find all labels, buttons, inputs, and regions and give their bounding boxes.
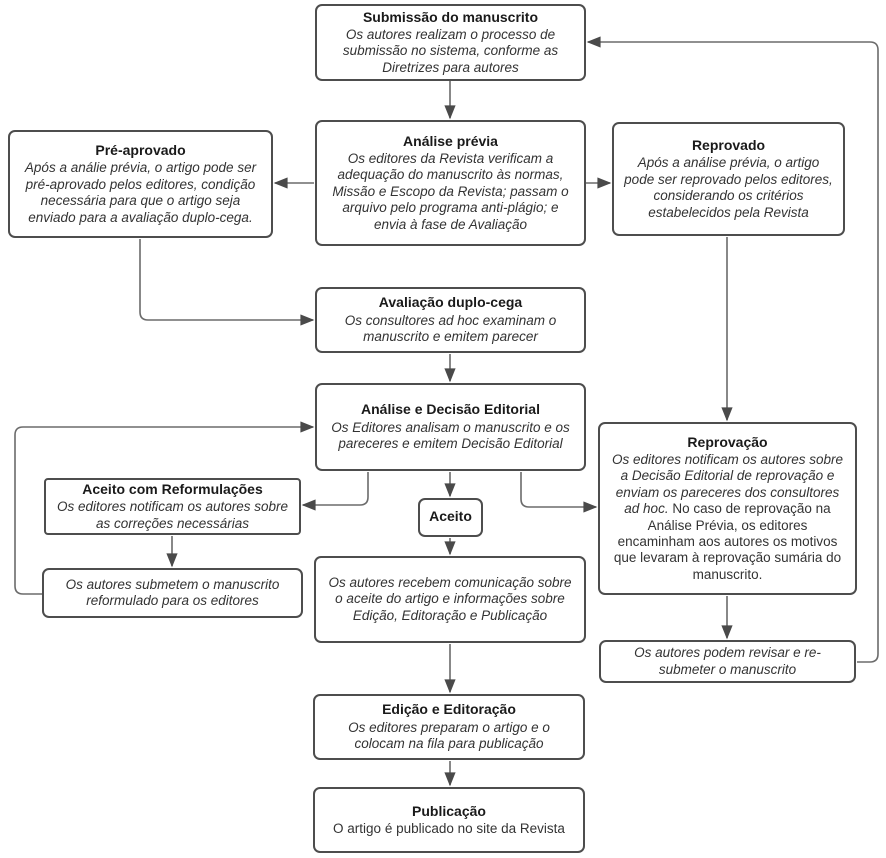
node-analise-previa: [315, 120, 586, 246]
node-recebem-comunicacao: [314, 556, 586, 643]
node-avaliacao-duplo-cega: [315, 287, 586, 353]
node-submetem-reformulado: [42, 568, 303, 618]
node-reprovacao: [598, 422, 857, 595]
node-title: Reprovação: [687, 433, 768, 450]
node-title: Análise prévia: [403, 132, 498, 149]
node-analise-e-decisao-editorial: [315, 383, 586, 471]
node-body: Após a análise prévia, o artigo pode ser reprovado pelos editores, considerando os critérios estabelecidos pela Revista: [624, 155, 833, 220]
node-body: Após a análie prévia, o artigo pode ser pré-aprovado pelos editores, condição necessária para que o artigo seja enviado para a avaliação duplo-cega.: [24, 160, 257, 225]
node-submissao-do-manuscrito: [315, 4, 586, 81]
node-body-regular-part: No caso de reprovação na Análise Prévia, os editores encaminham aos autores os motivos que levaram à reprovação sumária do manuscrito.: [613, 501, 842, 582]
node-body: Os autores podem revisar e re-submeter o manuscrito: [634, 645, 821, 677]
node-body: Os autores recebem comunicação sobre o aceite do artigo e informações sobre Edição, Editoração e Publicação: [328, 574, 572, 623]
node-body: Os consultores ad hoc examinam o manuscrito e emitem parecer: [344, 312, 557, 345]
node-body: [610, 452, 845, 584]
node-title: Edição e Editoração: [382, 701, 516, 718]
node-body: Os editores da Revista verificam a adequação do manuscrito às normas, Missão e Escopo da Revista; passam o arquivo pelo programa anti-plágio; e envia à fase de Avaliação: [332, 150, 569, 232]
node-edicao-e-editoracao: [313, 694, 585, 760]
node-body-italic-part: Os editores notificam os autores sobre a Decisão Editorial de reprovação e enviam os pareceres dos consultores ad hoc.: [611, 451, 844, 517]
node-title: Análise e Decisão Editorial: [361, 401, 540, 418]
node-title: Aceito: [429, 508, 472, 525]
node-body: Os autores realizam o processo de submissão no sistema, conforme as Diretrizes para autores: [342, 26, 559, 75]
node-title: Submissão do manuscrito: [362, 8, 539, 25]
node-title: Aceito com Reformulações: [82, 481, 263, 497]
node-body: Os autores submetem o manuscrito reformulado para os editores: [65, 576, 280, 608]
node-publicacao: [313, 787, 585, 853]
node-reprovado: [612, 122, 845, 236]
node-body: O artigo é publicado no site da Revista: [333, 820, 565, 836]
arrow-preaprovado-to-avaliacao: [140, 239, 313, 320]
node-pre-aprovado: [8, 130, 273, 238]
node-revisar-e-resubmeter: [599, 640, 856, 683]
arrow-decisao-to-reprovacao: [521, 472, 596, 507]
node-title: Publicação: [412, 802, 486, 819]
node-title: Pré-aprovado: [95, 142, 186, 159]
node-aceito: [418, 498, 483, 537]
arrow-decisao-to-reformulacoes: [303, 472, 368, 505]
node-title: Avaliação duplo-cega: [378, 294, 523, 311]
node-body: Os Editores analisam o manuscrito e os pareceres e emitem Decisão Editorial: [331, 419, 570, 452]
node-body: Os editores notificam os autores sobre as correções necessárias: [56, 499, 289, 531]
node-aceito-com-reformulacoes: [44, 478, 301, 535]
node-body: Os editores preparam o artigo e o colocam na fila para publicação: [348, 719, 550, 752]
node-title: Reprovado: [691, 137, 766, 154]
